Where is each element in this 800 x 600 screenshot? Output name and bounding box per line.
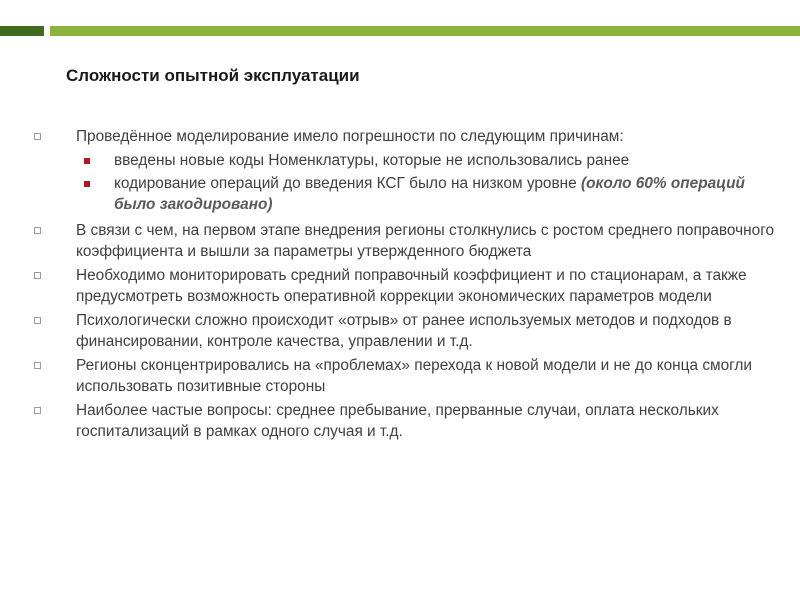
- red-square-bullet-icon: [84, 158, 90, 164]
- red-square-bullet-icon: [84, 181, 90, 187]
- square-bullet-icon: [34, 227, 41, 234]
- square-bullet-icon: [34, 133, 41, 140]
- slide-title: Сложности опытной эксплуатации: [66, 66, 360, 85]
- sub-bullet-item: [76, 174, 784, 215]
- square-bullet-icon: [34, 272, 41, 279]
- sub-bullet-list: [76, 151, 784, 216]
- header-bar-dark: [0, 26, 44, 36]
- square-bullet-icon: [34, 317, 41, 324]
- bullet-item: [34, 266, 784, 307]
- slide-content: [34, 127, 784, 446]
- sub-bullet-text: кодирование операций до введения КСГ было на низком уровне: [114, 175, 581, 192]
- header-bar-light: [50, 26, 800, 36]
- bullet-text: Проведённое моделирование имело погрешности по следующим причинам:: [76, 128, 624, 145]
- square-bullet-icon: [34, 407, 41, 414]
- bullet-item: [34, 221, 784, 262]
- bullet-item: [34, 401, 784, 442]
- bullet-text: Необходимо мониторировать средний поправочный коэффициент и по стационарам, а также предусмотреть возможность оперативной коррекции экономических параметров модели: [76, 267, 747, 305]
- sub-bullet-item: [76, 151, 784, 172]
- bullet-text: В связи с чем, на первом этапе внедрения регионы столкнулись с ростом среднего поправочного коэффициента и вышли за параметры утвержденного бюджета: [76, 222, 775, 260]
- square-bullet-icon: [34, 362, 41, 369]
- bullet-text: Наиболее частые вопросы: среднее пребывание, прерванные случаи, оплата нескольких госпитализаций в рамках одного случая и т.д.: [76, 402, 719, 440]
- bullet-item: [34, 127, 784, 215]
- bullet-item: [34, 311, 784, 352]
- bullet-item: [34, 356, 784, 397]
- bullet-text: Психологически сложно происходит «отрыв» от ранее используемых методов и подходов в финансировании, контроле качества, управлении и т.д.: [76, 312, 732, 350]
- bullet-text: Регионы сконцентрировались на «проблемах» перехода к новой модели и не до конца смогли использовать позитивные стороны: [76, 357, 753, 395]
- sub-bullet-text: введены новые коды Номенклатуры, которые не использовались ранее: [114, 151, 630, 169]
- sub-bullet-emphasis: (около 60% операций было закодировано): [114, 175, 745, 213]
